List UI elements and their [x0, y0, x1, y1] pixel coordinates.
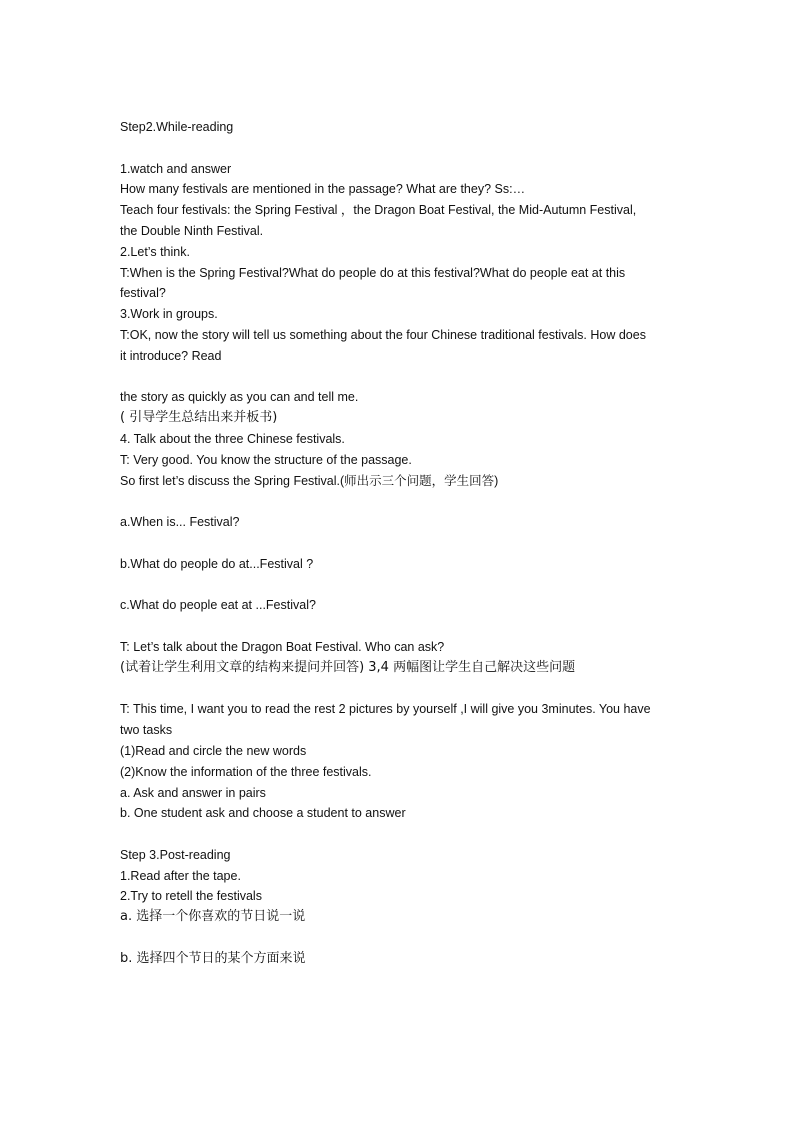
section-heading-while-reading: Step2.While-reading [120, 120, 234, 134]
text-line: T: Let’s talk about the Dragon Boat Festival. Who can ask? [120, 639, 445, 654]
text-line: T: This time, I want you to read the rest 2 pictures by yourself ,I will give you 3minutes. You have [120, 702, 651, 717]
text-line: (2)Know the information of the three festivals. [120, 764, 372, 779]
text-line: T:OK, now the story will tell us something about the four Chinese traditional festivals. How does [120, 327, 646, 342]
text-line: ( 引导学生总结出来并板书) [120, 410, 278, 426]
blank-line [120, 575, 674, 596]
text-line: a. 选择一个你喜欢的节日说一说 [120, 909, 306, 925]
text-line: 1.watch and answer [120, 161, 232, 176]
text-line: How many festivals are mentioned in the passage? What are they? Ss:… [120, 182, 526, 197]
text-line: b. 选择四个节日的某个方面来说 [120, 950, 306, 966]
text-line: two tasks [120, 723, 173, 738]
blank-line [120, 928, 674, 949]
question-line: c.What do people eat at ...Festival? [120, 598, 316, 613]
text-line: 1.Read after the tape. [120, 868, 241, 883]
text-line: T:When is the Spring Festival?What do people do at this festival?What do people eat at this [120, 265, 626, 280]
text-line: 2.Let’s think. [120, 244, 190, 259]
blank-line [120, 824, 674, 845]
text-line: it introduce? Read [120, 348, 222, 363]
text-line: (1)Read and circle the new words [120, 743, 307, 758]
blank-line [120, 138, 674, 159]
text-line: So first let’s discuss the Spring Festival.(师出示三个问题，学生回答) [120, 473, 499, 488]
text-line: 2.Try to retell the festivals [120, 889, 262, 904]
question-line: a.When is... Festival? [120, 515, 240, 530]
text-line: the Double Ninth Festival. [120, 223, 264, 238]
text-line: a. Ask and answer in pairs [120, 785, 266, 800]
question-line: b.What do people do at...Festival ? [120, 556, 314, 571]
text-line: festival? [120, 286, 166, 301]
text-line: Teach four festivals: the Spring Festival ，the Dragon Boat Festival, the Mid-Autumn Festival, [120, 203, 637, 218]
document-body [120, 117, 674, 970]
text-line: 4. Talk about the three Chinese festivals. [120, 431, 345, 446]
text-line: b. One student ask and choose a student to answer [120, 806, 406, 821]
blank-line [120, 616, 674, 637]
blank-line [120, 491, 674, 512]
text-line: (试着让学生利用文章的结构来提问并回答) 3,4 两幅图让学生自己解决这些问题 [120, 659, 576, 675]
text-line: T: Very good. You know the structure of the passage. [120, 452, 412, 467]
blank-line [120, 679, 674, 700]
section-heading-post-reading: Step 3.Post-reading [120, 847, 231, 862]
text-line: the story as quickly as you can and tell me. [120, 390, 359, 405]
blank-line [120, 533, 674, 554]
blank-line [120, 367, 674, 388]
text-line: 3.Work in groups. [120, 307, 218, 322]
